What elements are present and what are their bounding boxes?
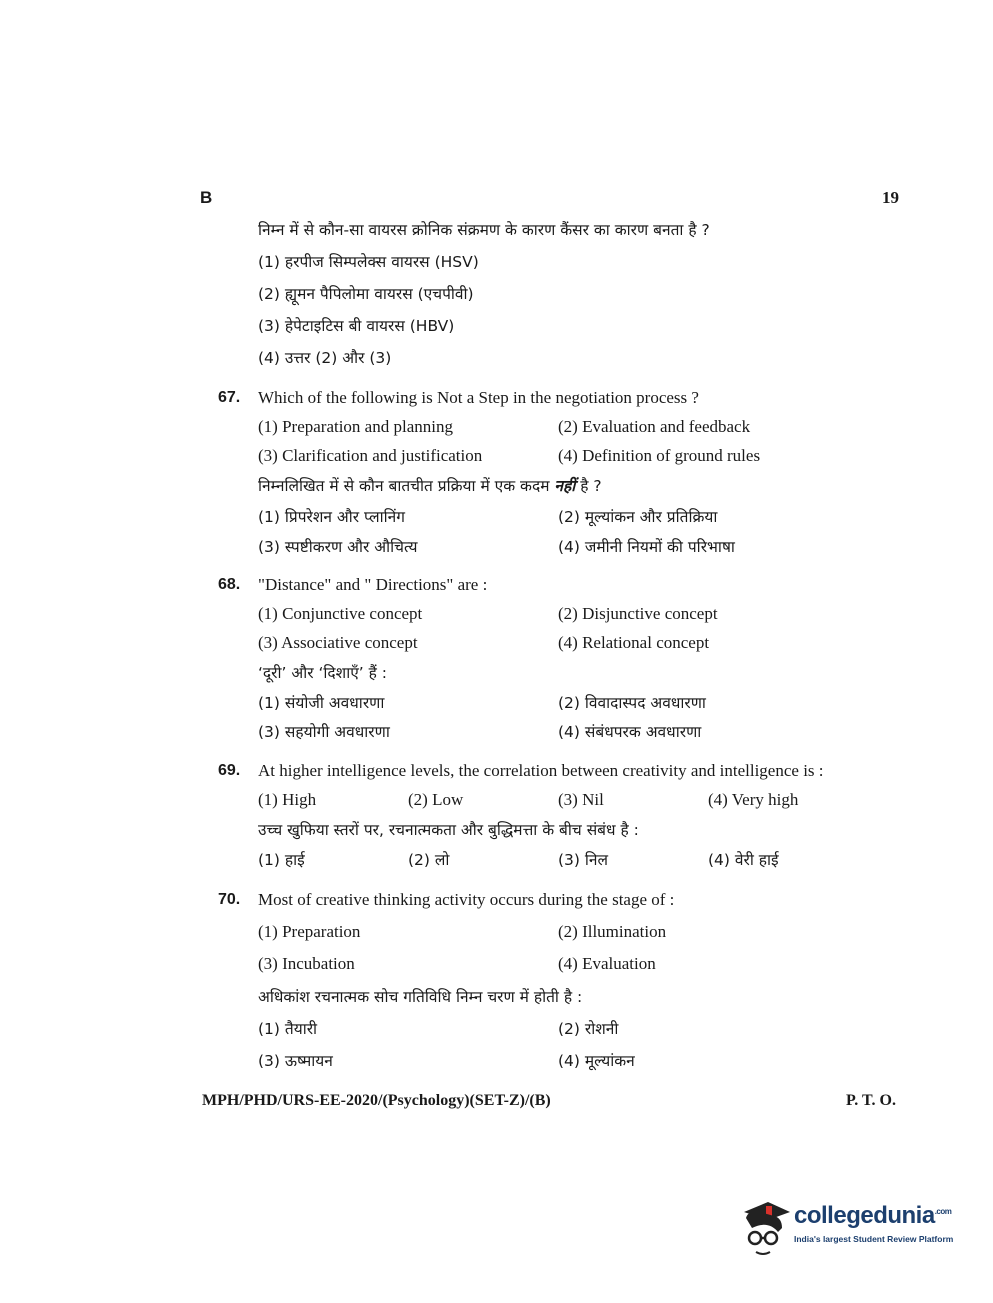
q69-number: 69.: [218, 762, 241, 779]
q69-hindi-option-1: (1) हाई: [258, 851, 305, 869]
q67-hindi-question-post: है ?: [580, 477, 602, 495]
q69-option-4: (4) Very high: [708, 790, 799, 809]
logo-name: collegedunia: [794, 1202, 935, 1229]
q68-hindi-option-3: (3) सहयोगी अवधारणा: [258, 723, 390, 741]
q67-hindi-question-emphasis: नहीं: [554, 477, 576, 495]
q69-option-1: (1) High: [258, 790, 317, 809]
q66-hindi-option-3: (3) हेपेटाइटिस बी वायरस (HBV): [258, 317, 455, 335]
q70-option-3: (3) Incubation: [258, 954, 355, 973]
q67-option-3: (3) Clarification and justification: [258, 446, 483, 465]
pto-label: P. T. O.: [846, 1092, 896, 1109]
q70-hindi-option-2: (2) रोशनी: [558, 1020, 619, 1038]
q67-option-1: (1) Preparation and planning: [258, 417, 453, 436]
q66-hindi-option-2: (2) ह्यूमन पैपिलोमा वायरस (एचपीवी): [258, 285, 474, 303]
q68-hindi-option-1: (1) संयोजी अवधारणा: [258, 694, 385, 712]
q67-hindi-question-pre: निम्नलिखित में से कौन बातचीत प्रक्रिया में एक कदम: [258, 477, 550, 495]
q70-question: Most of creative thinking activity occurs during the stage of :: [258, 890, 675, 909]
q70-hindi-option-3: (3) ऊष्मायन: [258, 1052, 333, 1070]
q67-hindi-option-3: (3) स्पष्टीकरण और औचित्य: [258, 538, 418, 556]
q70-option-4: (4) Evaluation: [558, 954, 656, 973]
q69-hindi-question: उच्च खुफिया स्तरों पर, रचनात्मकता और बुद्धिमत्ता के बीच संबंध है :: [258, 821, 639, 839]
q68-hindi-option-2: (2) विवादास्पद अवधारणा: [558, 694, 706, 712]
q70-hindi-option-1: (1) तैयारी: [258, 1020, 318, 1038]
q67-hindi-option-1: (1) प्रिपरेशन और प्लानिंग: [258, 508, 405, 526]
q66-hindi-question: निम्न में से कौन-सा वायरस क्रोनिक संक्रमण के कारण कैंसर का कारण बनता है ?: [258, 221, 710, 239]
collegedunia-logo: [738, 1198, 968, 1258]
q68-option-2: (2) Disjunctive concept: [558, 604, 718, 623]
q70-option-1: (1) Preparation: [258, 922, 361, 941]
q69-option-2: (2) Low: [408, 790, 464, 809]
q70-option-2: (2) Illumination: [558, 922, 667, 941]
logo-suffix: .com: [934, 1207, 952, 1216]
set-label: B: [200, 188, 213, 207]
q69-hindi-option-4: (4) वेरी हाई: [708, 851, 779, 869]
exam-code-footer: MPH/PHD/URS-EE-2020/(Psychology)(SET-Z)/(B): [202, 1092, 551, 1109]
q69-option-3: (3) Nil: [558, 790, 604, 809]
q68-hindi-option-4: (4) संबंधपरक अवधारणा: [558, 723, 702, 741]
q67-hindi-option-2: (2) मूल्यांकन और प्रतिक्रिया: [558, 508, 718, 526]
q67-option-4: (4) Definition of ground rules: [558, 446, 761, 465]
q68-option-4: (4) Relational concept: [558, 633, 710, 652]
logo-wordmark: [794, 1202, 951, 1230]
page-number: 19: [882, 188, 899, 207]
q70-hindi-option-4: (4) मूल्यांकन: [558, 1052, 635, 1070]
q68-hindi-question: ‘दूरी’ और ‘दिशाएँ’ हैं :: [258, 664, 388, 682]
graduate-mascot-icon: [738, 1198, 794, 1258]
q68-option-3: (3) Associative concept: [258, 633, 418, 652]
q70-number: 70.: [218, 891, 241, 908]
q69-hindi-option-3: (3) निल: [558, 851, 609, 869]
q67-question: Which of the following is Not a Step in the negotiation process ?: [258, 388, 699, 407]
q67-option-2: (2) Evaluation and feedback: [558, 417, 751, 436]
q69-hindi-option-2: (2) लो: [408, 851, 450, 869]
q66-hindi-option-4: (4) उत्तर (2) और (3): [258, 349, 392, 367]
q67-number: 67.: [218, 389, 241, 406]
q67-hindi-option-4: (4) जमीनी नियमों की परिभाषा: [558, 538, 735, 556]
q69-question: At higher intelligence levels, the correlation between creativity and intelligence is :: [258, 761, 824, 780]
q68-number: 68.: [218, 576, 241, 593]
q68-option-1: (1) Conjunctive concept: [258, 604, 423, 623]
q68-question: "Distance" and " Directions" are :: [258, 575, 488, 594]
q67-hindi-question: [258, 474, 602, 496]
q70-hindi-question: अधिकांश रचनात्मक सोच गतिविधि निम्न चरण में होती है :: [258, 988, 583, 1006]
q66-hindi-option-1: (1) हरपीज सिम्पलेक्स वायरस (HSV): [258, 253, 479, 271]
logo-tagline: India's largest Student Review Platform: [794, 1234, 954, 1244]
